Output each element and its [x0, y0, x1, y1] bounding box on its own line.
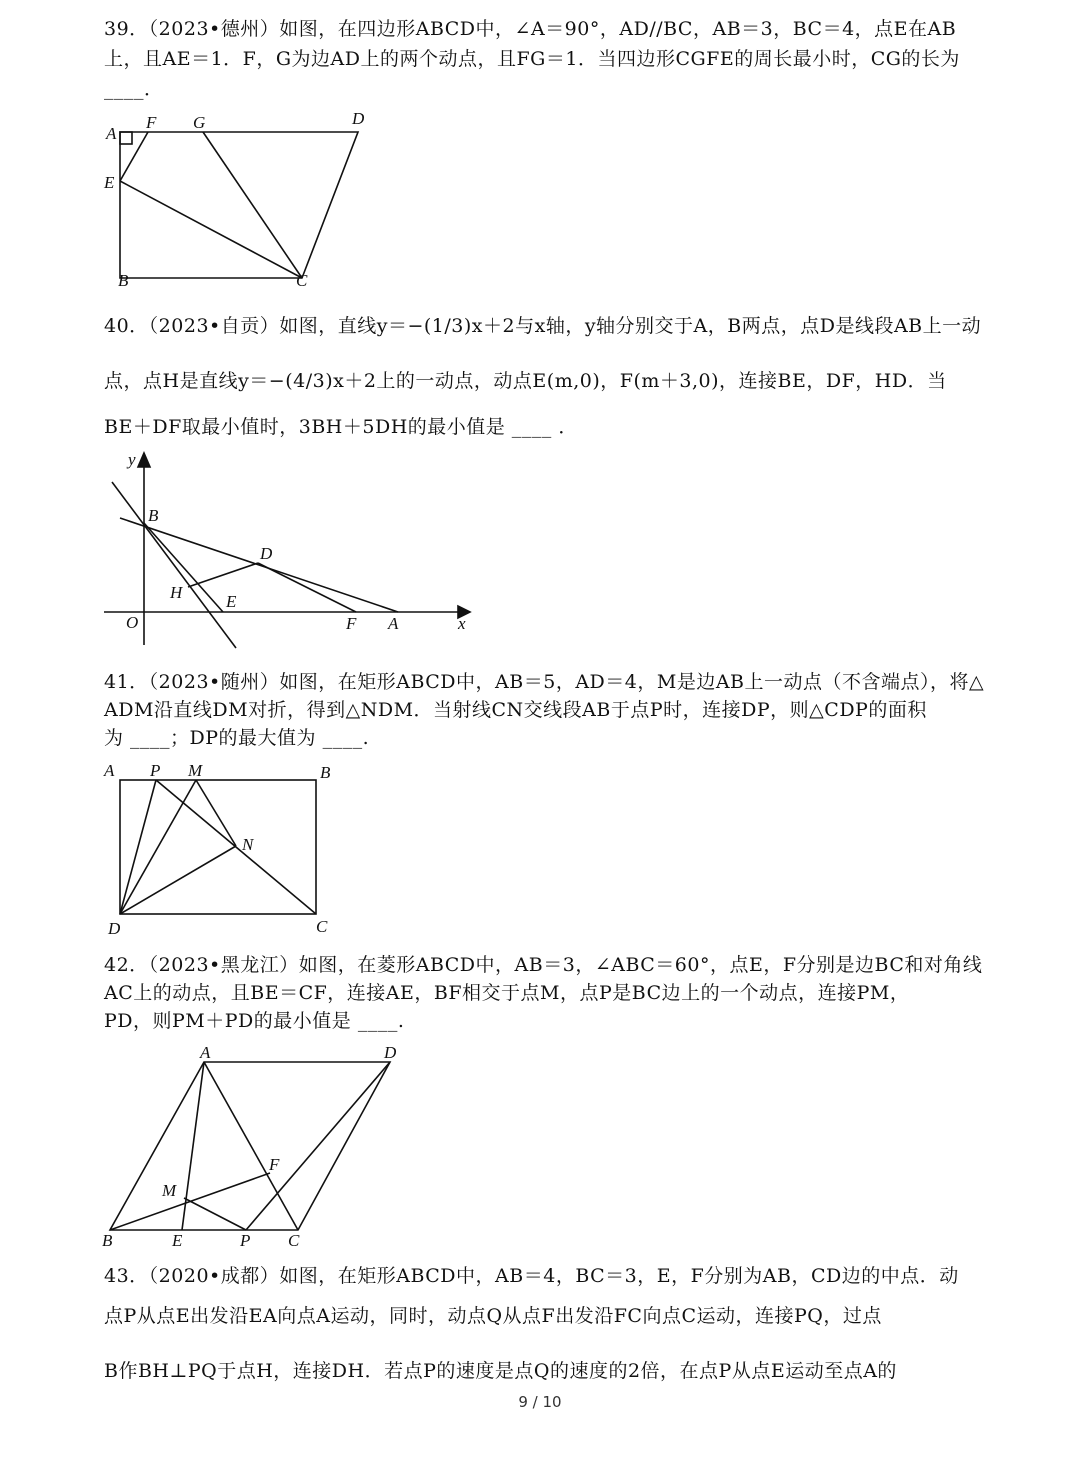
problem-40-line-3: BE＋DF取最小值时，3BH＋5DH的最小值是 ____ ． — [104, 416, 578, 438]
right-angle-mark — [120, 132, 132, 144]
label-e: E — [104, 173, 115, 192]
problem-39-line-3: ____． — [104, 78, 164, 100]
label-f: F — [346, 614, 357, 633]
segment-ae — [182, 1062, 204, 1230]
label-d: D — [108, 919, 121, 938]
rect-abcd — [120, 780, 316, 914]
label-d: D — [384, 1043, 397, 1062]
label-x: x — [458, 614, 466, 633]
label-p: P — [240, 1231, 251, 1250]
figure-40-coordinate-plane — [96, 445, 486, 650]
label-c: C — [316, 917, 328, 936]
label-h: H — [170, 583, 183, 602]
segment-mp — [184, 1198, 246, 1230]
problem-41-line-3: 为 ____；DP的最大值为 ____. — [104, 727, 370, 749]
label-d: D — [260, 544, 273, 563]
label-a: A — [106, 124, 117, 143]
label-g: G — [193, 113, 206, 132]
segment-gc — [203, 132, 302, 278]
figure-42-rhombus — [96, 1038, 416, 1253]
label-b: B — [320, 763, 331, 782]
label-n: N — [242, 835, 254, 854]
label-a: A — [388, 614, 399, 633]
segment-dp — [120, 780, 156, 914]
segment-hd — [188, 563, 258, 587]
rhombus-abcd — [110, 1062, 390, 1230]
label-b: B — [102, 1231, 113, 1250]
label-o: O — [126, 613, 139, 632]
label-e: E — [172, 1231, 183, 1250]
problem-41-line-2: ADM沿直线DM对折，得到△NDM．当射线CN交线段AB于点P时，连接DP，则△CDP的面积 — [104, 699, 927, 721]
y-axis-arrow — [138, 453, 150, 467]
segment-df — [258, 563, 356, 612]
problem-39-line-1: 39．（2023•德州）如图，在四边形ABCD中，∠A＝90°，AD//BC，AB＝3，BC＝4，点E在AB — [104, 18, 957, 40]
problem-42-line-2: AC上的动点，且BE＝CF，连接AE，BF相交于点M，点P是BC边上的一个动点，连接PM， — [104, 982, 910, 1004]
problem-40-line-2: 点，点H是直线y＝−(4/3)x＋2上的一动点，动点E(m,0)，F(m＋3,0)，连接BE，DF，HD．当 — [104, 370, 947, 392]
label-f: F — [269, 1155, 280, 1174]
figure-39-quadrilateral — [96, 104, 386, 294]
page-number: 9 / 10 — [518, 1393, 562, 1411]
diagonal-ac — [204, 1062, 298, 1230]
problem-43-line-1: 43．（2020•成都）如图，在矩形ABCD中，AB＝4，BC＝3，E，F分别为AB，CD边的中点．动 — [104, 1265, 959, 1287]
line-ab — [120, 518, 398, 612]
segment-dm — [120, 780, 196, 914]
problem-40-line-1: 40．（2023•自贡）如图，直线y＝−(1/3)x＋2与x轴，y轴分别交于A，B两点，点D是线段AB上一动 — [104, 315, 982, 337]
segment-be — [144, 523, 223, 612]
figure-41-rectangle — [96, 756, 346, 941]
label-c: C — [288, 1231, 300, 1250]
label-a: A — [104, 761, 115, 780]
label-m: M — [188, 761, 203, 780]
label-e: E — [226, 592, 237, 611]
problem-41-line-1: 41．（2023•随州）如图，在矩形ABCD中，AB＝5，AD＝4，M是边AB上一动点（不含端点），将△ — [104, 671, 985, 693]
label-m: M — [162, 1181, 177, 1200]
quad-abcd — [120, 132, 358, 278]
problem-42-line-3: PD，则PM＋PD的最小值是 ____. — [104, 1010, 405, 1032]
label-f: F — [146, 113, 157, 132]
label-d: D — [352, 109, 365, 128]
segment-ec — [120, 181, 302, 278]
label-a: A — [200, 1043, 211, 1062]
label-c: C — [296, 271, 308, 290]
problem-43-line-2: 点P从点E出发沿EA向点A运动，同时，动点Q从点F出发沿FC向点C运动，连接PQ，过点 — [104, 1305, 882, 1327]
segment-pc — [156, 780, 316, 914]
label-b: B — [148, 506, 159, 525]
segment-dn — [120, 846, 236, 914]
label-b: B — [118, 271, 129, 290]
problem-42-line-1: 42．（2023•黑龙江）如图，在菱形ABCD中，AB＝3，∠ABC＝60°，点E，F分别是边BC和对角线 — [104, 954, 983, 976]
segment-mn — [196, 780, 236, 846]
segment-ef — [120, 132, 148, 181]
segment-pd — [246, 1062, 390, 1230]
problem-39-line-2: 上，且AE＝1．F，G为边AD上的两个动点，且FG＝1．当四边形CGFE的周长最小时，CG的长为 — [104, 48, 960, 70]
label-y: y — [128, 450, 136, 469]
problem-43-line-3: B作BH⊥PQ于点H，连接DH．若点P的速度是点Q的速度的2倍，在点P从点E运动至点A的 — [104, 1360, 897, 1382]
label-p: P — [150, 761, 161, 780]
